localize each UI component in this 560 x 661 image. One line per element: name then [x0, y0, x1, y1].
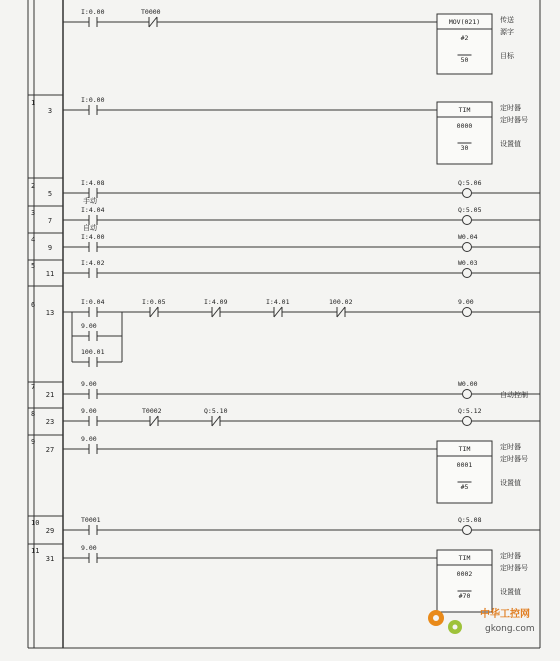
step-address: 13: [45, 309, 55, 317]
contact-T0002-label: T0002: [142, 407, 162, 415]
watermark-url: gkong.com: [485, 624, 535, 634]
contact-I404-note: 自动: [83, 224, 97, 232]
contact-I004-label: I:0.04: [81, 298, 105, 306]
step-address: 23: [45, 418, 55, 426]
contact-I000-label: I:0.00: [81, 8, 105, 16]
step-address: 11: [45, 270, 55, 278]
rung-comment: 自动控制: [500, 391, 528, 399]
coil-label: Q:5.12: [458, 407, 482, 415]
step-address: 7: [47, 217, 53, 225]
block-comment: 定时器: [500, 443, 521, 451]
block-operand-1: 0002: [456, 570, 473, 578]
block-comment: 目标: [500, 52, 514, 60]
block-operand-1: 0001: [456, 461, 473, 469]
step-address: 3: [47, 107, 53, 115]
step-address: 27: [45, 446, 55, 454]
coil-label: Q:5.05: [458, 206, 482, 214]
gear-icon-hub: [453, 625, 458, 630]
coil-label: Q:5.08: [458, 516, 482, 524]
block-comment: 传送: [500, 16, 514, 24]
contact-Q510-label: Q:5.10: [204, 407, 228, 415]
contact-I400-label: I:4.00: [81, 233, 105, 241]
block-operand-2: 50: [460, 56, 469, 64]
block-comment: 设置值: [500, 479, 521, 487]
contact-900-label: 9.00: [81, 435, 97, 443]
step-address: 9: [47, 244, 53, 252]
contact-I409-label: I:4.09: [204, 298, 228, 306]
step-address: 31: [45, 555, 55, 563]
coil-label: W0.03: [458, 259, 478, 267]
branch-contact-10001-label: 100.01: [81, 348, 105, 356]
contact-I000-label: I:0.00: [81, 96, 105, 104]
rung-number: 8: [31, 410, 36, 418]
coil-label: 9.00: [458, 298, 474, 306]
rung-number: 9: [31, 438, 36, 446]
block-opcode: MOV(021): [448, 18, 481, 26]
block-comment: 定时器: [500, 552, 521, 560]
step-address: 21: [45, 391, 55, 399]
branch-contact-900-label: 9.00: [81, 322, 97, 330]
rung-number: 3: [31, 209, 36, 217]
block-comment: 定时器号: [500, 455, 528, 463]
contact-T0000-label: T0000: [141, 8, 161, 16]
coil-label: W0.04: [458, 233, 478, 241]
rung-number: 11: [31, 547, 40, 555]
contact-10002-label: 100.02: [329, 298, 353, 306]
block-opcode: TIM: [458, 106, 471, 114]
contact-I404-label: I:4.04: [81, 206, 105, 214]
block-operand-2: #70: [458, 592, 471, 600]
block-comment: 定时器号: [500, 564, 528, 572]
rung-number: 10: [31, 519, 40, 527]
coil-label: Q:5.06: [458, 179, 482, 187]
rung-number: 4: [31, 236, 36, 244]
step-address: 5: [47, 190, 53, 198]
gear-icon-hub: [433, 615, 439, 621]
block-operand-2: #5: [460, 483, 469, 491]
block-operand-1: #2: [460, 34, 469, 42]
rung-number: 5: [31, 262, 36, 270]
rung-number: 7: [31, 383, 36, 391]
block-comment: 源字: [500, 28, 514, 36]
contact-I402-label: I:4.02: [81, 259, 105, 267]
block-opcode: TIM: [458, 554, 471, 562]
step-address: 29: [45, 527, 55, 535]
contact-I408-note: 手动: [83, 197, 97, 205]
rung-number: 6: [31, 301, 36, 309]
rung-number: 1: [31, 99, 36, 107]
coil-label: W0.00: [458, 380, 478, 388]
contact-I005-label: I:0.05: [142, 298, 166, 306]
rung-number: 2: [31, 182, 36, 190]
block-comment: 设置值: [500, 588, 521, 596]
block-comment: 设置值: [500, 140, 521, 148]
block-opcode: TIM: [458, 445, 471, 453]
block-operand-2: 30: [460, 144, 469, 152]
block-comment: 定时器号: [500, 116, 528, 124]
contact-900-label: 9.00: [81, 544, 97, 552]
contact-I401-label: I:4.01: [266, 298, 290, 306]
contact-900-label: 9.00: [81, 380, 97, 388]
block-comment: 定时器: [500, 104, 521, 112]
block-operand-1: 0000: [456, 122, 473, 130]
contact-I408-label: I:4.08: [81, 179, 105, 187]
contact-900-label: 9.00: [81, 407, 97, 415]
contact-T0001-label: T0001: [81, 516, 101, 524]
watermark-title: 中华工控网: [480, 609, 530, 620]
